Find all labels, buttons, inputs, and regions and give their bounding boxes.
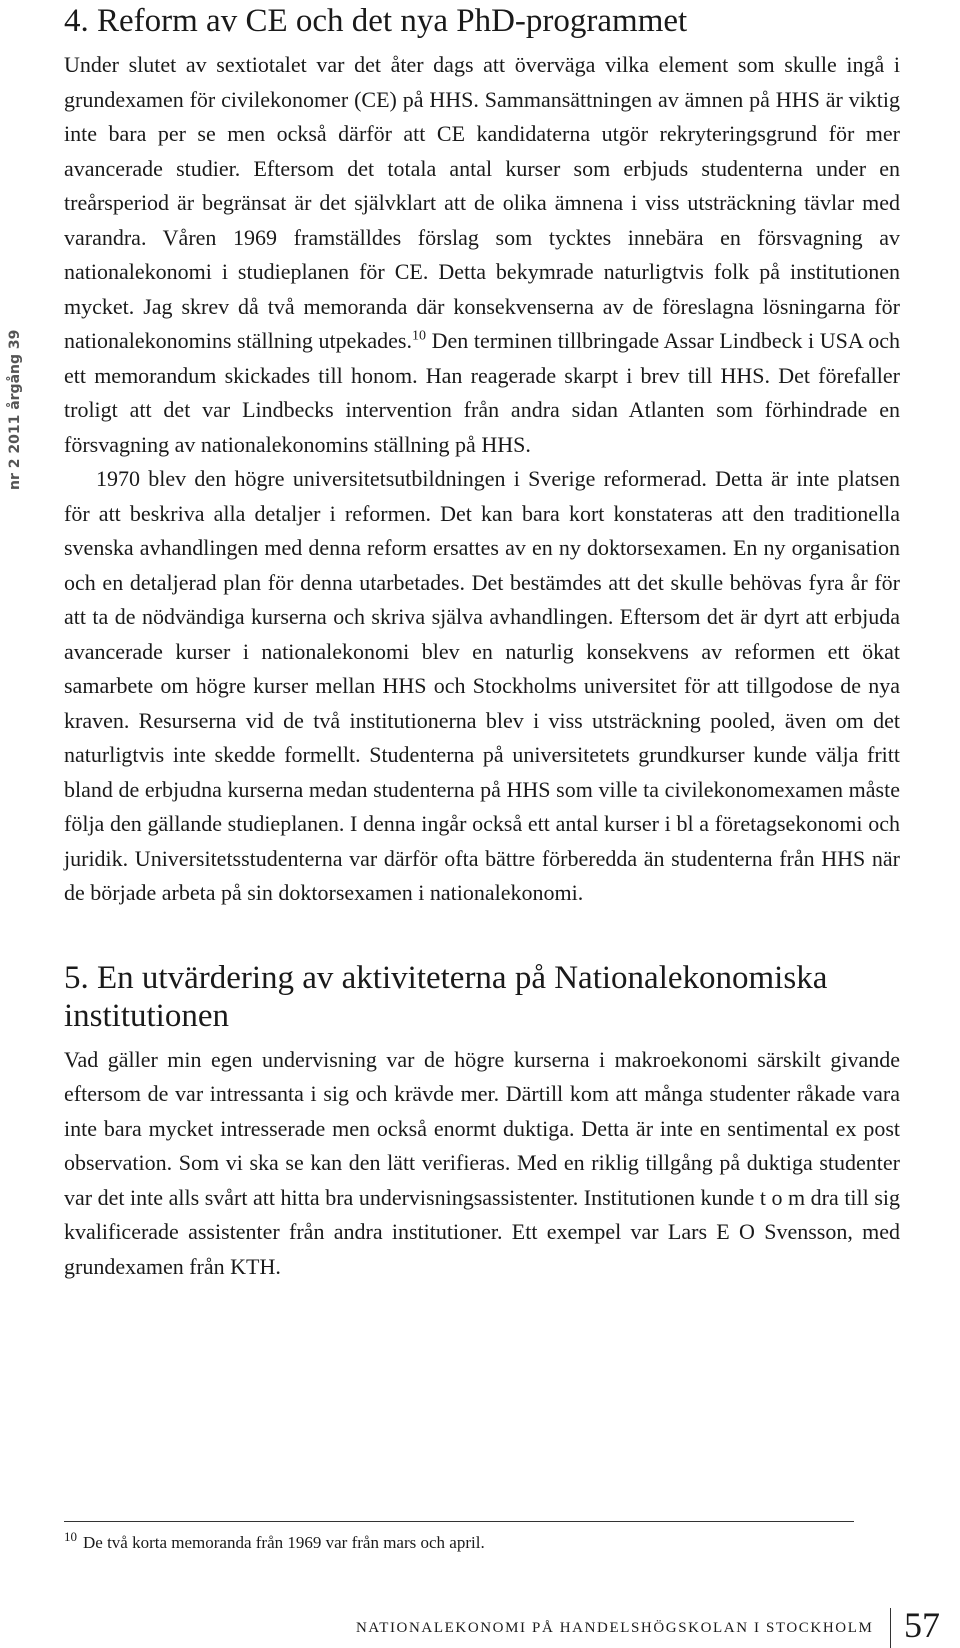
page-number: 57 xyxy=(904,1605,940,1645)
section-4-heading: 4. Reform av CE och det nya PhD-programmet xyxy=(64,3,688,39)
section-5-heading: 5. En utvärdering av aktiviteterna på Nationalekonomiska institutionen xyxy=(64,959,828,1034)
article-body xyxy=(64,0,900,1284)
footnote-reference[interactable]: 10 xyxy=(411,328,426,344)
footnote-number: 10 xyxy=(64,1529,77,1545)
section-5-paragraph-1: Vad gäller min egen undervisning var de högre kurserna i makroekonomi särskilt givande eftersom de var intressanta i sig och krävde mer. Därtill kom att många studenter råkade vara inte bara mycket intresserade men också enormt duktiga. Detta är inte en sentimental ex post observation. Som vi ska se kan den lätt verifieras. Med en riklig tillgång på duktiga studenter var det inte alls svårt att hitta bra undervisningsassistenter. Institutionen kunde t o m dra till sig kvalificerade assistenter från andra institutioner. Ett exempel var Lars E O Svensson, med grundexamen från KTH. xyxy=(64,1046,900,1279)
footnote-divider xyxy=(64,1521,854,1522)
running-footer: NATIONALEKONOMI PÅ HANDELSHÖGSKOLAN I STOCKHOLM xyxy=(356,1620,874,1636)
journal-issue-label: nr 2 2011 årgång 39 xyxy=(7,329,23,490)
footer-divider xyxy=(890,1608,891,1648)
section-4-paragraph-1: Under slutet av sextiotalet var det åter dags att överväga vilka element som skulle ingå i grundexamen för civilekonomer (CE) på HHS. Sammansättningen av ämnen på HHS är viktig inte bara per se men också därför att CE kandidaterna utgör rekryteringsgrund för mer avancerade studier. Eftersom det totala antal kurser som erbjuds studenterna under en treårsperiod är begränsat är det självklart att de olika ämnena i viss utsträckning tävlar med varandra. Våren 1969 framställdes förslag som tycktes innebära en försvagning av nationalekonomi i studieplanen för CE. Detta bekymrade naturligtvis folk på institutionen mycket. Jag skrev då två memoranda där konsekvenserna av de föreslagna lösningarna för nationalekonomins ställning utpekades.$^{10}$ Den terminen tillbringade Assar Lindbeck i USA och ett memorandum skickades till honom. Han reagerade skarpt i brev till HHS. Det förefaller troligt att det var Lindbecks intervention från andra sidan Atlanten som förhindrade en försvagning av nationalekonomins ställning på HHS. xyxy=(64,52,900,457)
footnote-text: De två korta memoranda från 1969 var från mars och april. xyxy=(83,1533,485,1552)
section-4-paragraph-2: 1970 blev den högre universitetsutbildningen i Sverige reformerad. Detta är inte platsen för att beskriva alla detaljer i reformen. Det kan bara kort konstateras att den traditionella svenska avhandlingen med denna reform ersattes av en ny doktorsexamen. En ny organisation och en detaljerad plan för denna utarbetades. Det bestämdes att det skulle behövas fyra år för att ta de nödvändiga kurserna och skriva själva avhandlingen. Eftersom det är dyrt att erbjuda avancerade kurser i nationalekonomi blev en naturlig konsekvens av reformen ett ökat samarbete om högre kurser mellan HHS och Stockholms universitet för att tillgodose de nya kraven. Resurserna vid de två institutionerna blev i viss utsträckning pooled, även om det naturligtvis inte skedde formellt. Studenterna på universitetets grundkurser kunde välja fritt bland de erbjudna kurserna medan studenterna på HHS som ville ta civilekonomexamen måste följa den gällande studieplanen. I denna ingår också ett antal kurser i bl a företagsekonomi och juridik. Universitetsstudenterna var därför ofta bättre förberedda än studenterna från HHS när de började arbeta på sin doktorsexamen i nationalekonomi. xyxy=(64,466,900,905)
footnote xyxy=(64,1529,485,1554)
